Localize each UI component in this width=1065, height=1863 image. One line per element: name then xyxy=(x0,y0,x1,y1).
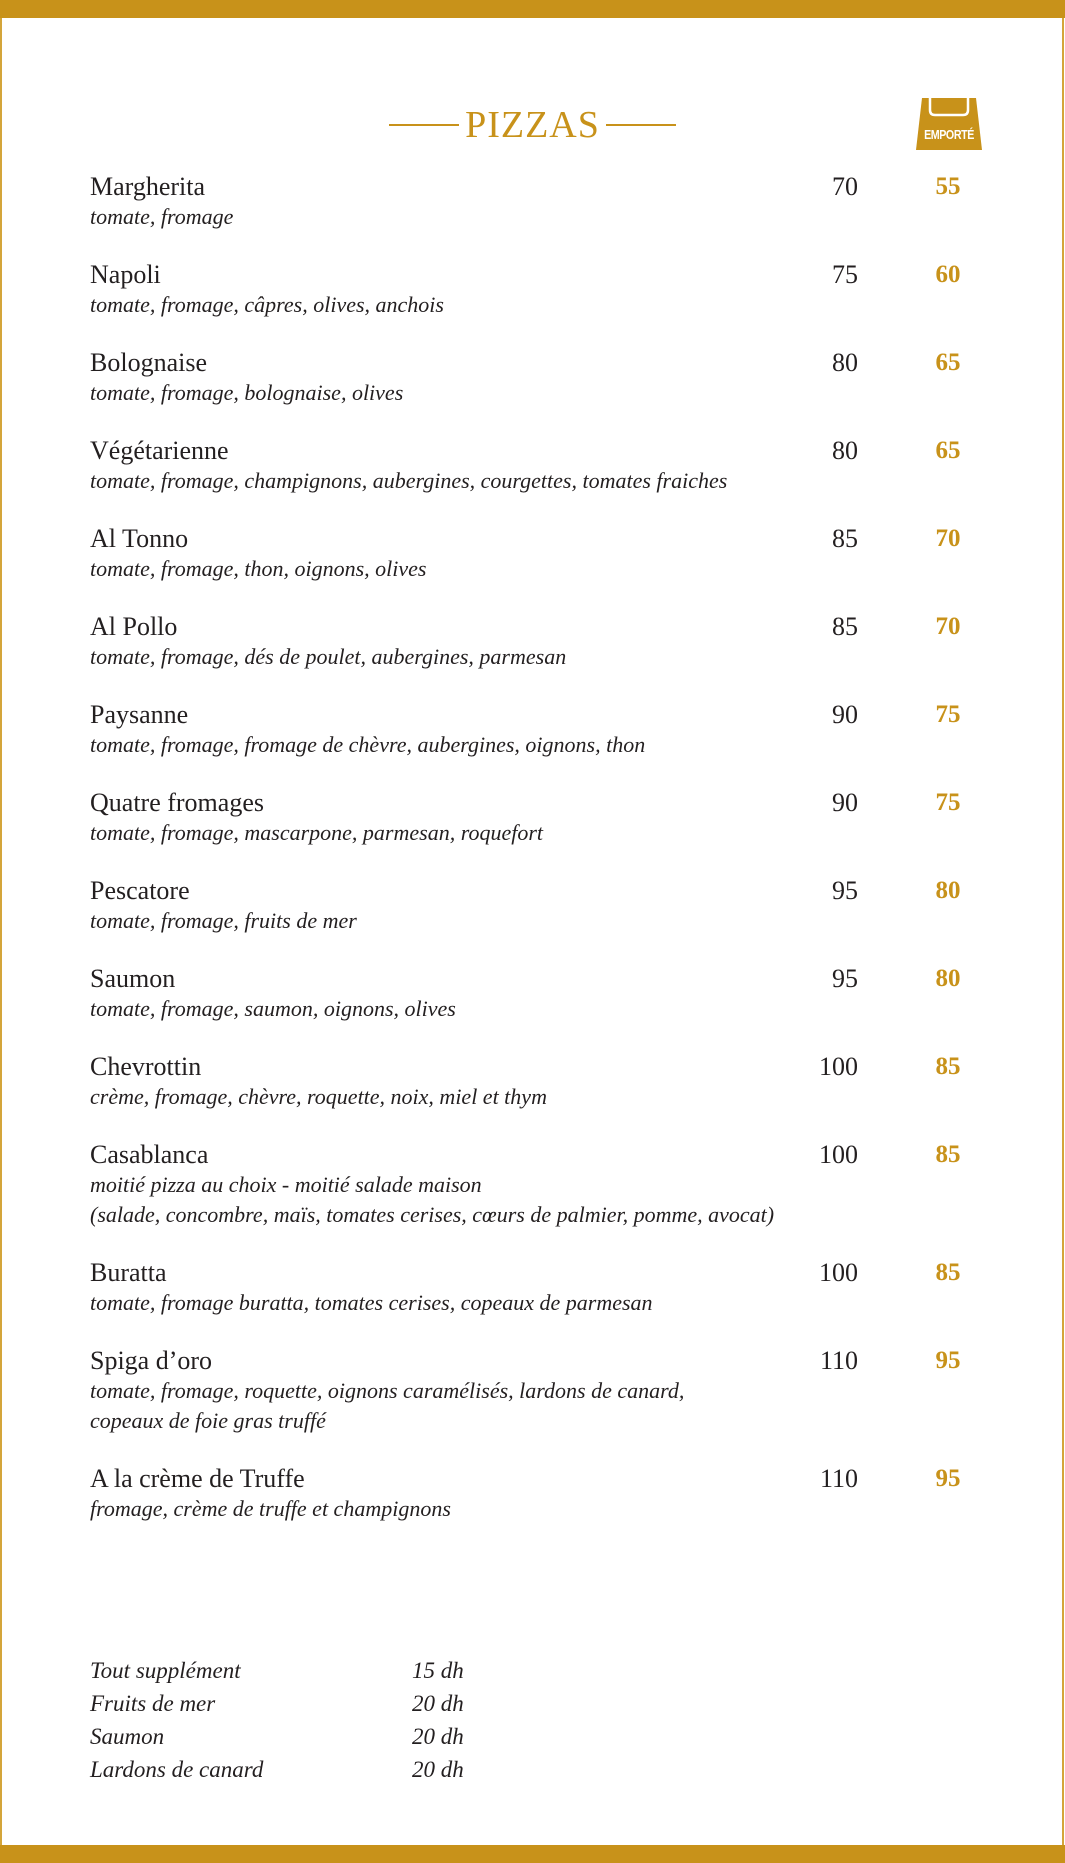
takeaway-bag-icon xyxy=(914,96,984,152)
item-price: 100 xyxy=(819,1258,858,1287)
item-price: 100 xyxy=(819,1052,858,1081)
item-price: 80 xyxy=(832,348,858,377)
item-takeaway-price: 85 xyxy=(935,1259,961,1286)
menu-item xyxy=(90,348,990,408)
item-takeaway-price: 80 xyxy=(935,877,961,904)
item-price: 95 xyxy=(832,964,858,993)
supplement-price: 20 dh xyxy=(412,1723,464,1749)
item-name: Paysanne xyxy=(90,700,189,729)
menu-item xyxy=(90,964,990,1024)
item-takeaway-price: 85 xyxy=(935,1141,961,1168)
item-takeaway-price: 75 xyxy=(935,701,961,728)
menu-item xyxy=(90,788,990,848)
supplement-label: Fruits de mer xyxy=(90,1690,216,1716)
item-name: Quatre fromages xyxy=(90,788,264,817)
item-takeaway-price: 95 xyxy=(935,1465,961,1492)
item-description: tomate, fromage, roquette, oignons caramélisés, lardons de canard, copeaux de foie gras truffé xyxy=(90,1378,685,1433)
item-price: 85 xyxy=(832,612,858,641)
item-name: Al Tonno xyxy=(90,524,189,553)
item-description: tomate, fromage, dés de poulet, aubergines, parmesan xyxy=(90,644,567,669)
item-price: 90 xyxy=(832,700,858,729)
item-price: 90 xyxy=(832,788,858,817)
item-description: tomate, fromage, saumon, oignons, olives xyxy=(90,996,456,1021)
item-name: Bolognaise xyxy=(90,348,207,377)
item-name: Casablanca xyxy=(90,1140,209,1169)
supplement-label: Lardons de canard xyxy=(90,1756,264,1782)
title-rule-right xyxy=(606,124,676,126)
left-border xyxy=(0,18,2,1845)
item-takeaway-price: 85 xyxy=(935,1053,961,1080)
item-description: moitié pizza au choix - moitié salade maison (salade, concombre, maïs, tomates cerises, cœurs de palmier, pomme, avocat) xyxy=(90,1172,775,1227)
item-name: Margherita xyxy=(90,172,206,201)
supplement-price: 20 dh xyxy=(412,1690,464,1716)
item-price: 75 xyxy=(832,260,858,289)
item-description: tomate, fromage buratta, tomates cerises, copeaux de parmesan xyxy=(90,1290,653,1315)
item-takeaway-price: 70 xyxy=(935,613,961,640)
item-price: 80 xyxy=(832,436,858,465)
menu-item xyxy=(90,876,990,936)
item-description: tomate, fromage, câpres, olives, anchois xyxy=(90,292,444,317)
menu-item xyxy=(90,700,990,760)
item-takeaway-price: 80 xyxy=(935,965,961,992)
supplement-row xyxy=(90,1654,590,1687)
section-title: PIZZAS xyxy=(465,104,600,146)
item-name: Spiga d’oro xyxy=(90,1346,213,1375)
item-name: Pescatore xyxy=(90,876,190,905)
item-takeaway-price: 95 xyxy=(935,1347,961,1374)
menu-item xyxy=(90,524,990,584)
item-description: tomate, fromage xyxy=(90,204,234,229)
menu-item xyxy=(90,1140,990,1230)
menu-item xyxy=(90,612,990,672)
item-price: 100 xyxy=(819,1140,858,1169)
menu-item xyxy=(90,436,990,496)
item-name: Buratta xyxy=(90,1258,167,1287)
pizza-menu-list xyxy=(90,172,990,1552)
item-takeaway-price: 70 xyxy=(935,525,961,552)
item-takeaway-price: 65 xyxy=(935,437,961,464)
item-description: crème, fromage, chèvre, roquette, noix, miel et thym xyxy=(90,1084,547,1109)
item-takeaway-price: 60 xyxy=(935,261,961,288)
supplement-row xyxy=(90,1687,590,1720)
item-name: Napoli xyxy=(90,260,161,289)
supplement-label: Saumon xyxy=(90,1723,165,1749)
bottom-border-bar xyxy=(0,1845,1065,1863)
item-name: A la crème de Truffe xyxy=(90,1464,305,1493)
item-takeaway-price: 75 xyxy=(935,789,961,816)
supplement-price: 20 dh xyxy=(412,1756,464,1782)
menu-item xyxy=(90,1346,990,1436)
item-name: Saumon xyxy=(90,964,176,993)
item-description: tomate, fromage, fruits de mer xyxy=(90,908,357,933)
item-price: 70 xyxy=(832,172,858,201)
section-header xyxy=(0,100,1065,150)
menu-item xyxy=(90,172,990,232)
item-price: 110 xyxy=(819,1346,858,1375)
supplement-price: 15 dh xyxy=(412,1657,464,1683)
item-takeaway-price: 55 xyxy=(935,173,961,200)
item-price: 95 xyxy=(832,876,858,905)
item-description: tomate, fromage, champignons, aubergines, courgettes, tomates fraiches xyxy=(90,468,728,493)
title-rule-left xyxy=(389,124,459,126)
item-name: Végétarienne xyxy=(90,436,229,465)
item-price: 110 xyxy=(819,1464,858,1493)
menu-item xyxy=(90,1258,990,1318)
menu-item xyxy=(90,1052,990,1112)
right-border xyxy=(1062,18,1064,1845)
item-name: Al Pollo xyxy=(90,612,178,641)
supplement-label: Tout supplément xyxy=(90,1657,241,1683)
menu-item xyxy=(90,1464,990,1524)
item-price: 85 xyxy=(832,524,858,553)
supplement-row xyxy=(90,1720,590,1753)
item-description: fromage, crème de truffe et champignons xyxy=(90,1496,451,1521)
supplement-row xyxy=(90,1753,590,1786)
item-name: Chevrottin xyxy=(90,1052,202,1081)
item-takeaway-price: 65 xyxy=(935,349,961,376)
takeaway-label: EMPORTÉ xyxy=(924,127,974,142)
menu-item xyxy=(90,260,990,320)
item-description: tomate, fromage, fromage de chèvre, aubergines, oignons, thon xyxy=(90,732,646,757)
top-border-bar xyxy=(0,0,1065,18)
supplements-list xyxy=(90,1654,590,1786)
item-description: tomate, fromage, bolognaise, olives xyxy=(90,380,404,405)
item-description: tomate, fromage, mascarpone, parmesan, roquefort xyxy=(90,820,543,845)
item-description: tomate, fromage, thon, oignons, olives xyxy=(90,556,427,581)
